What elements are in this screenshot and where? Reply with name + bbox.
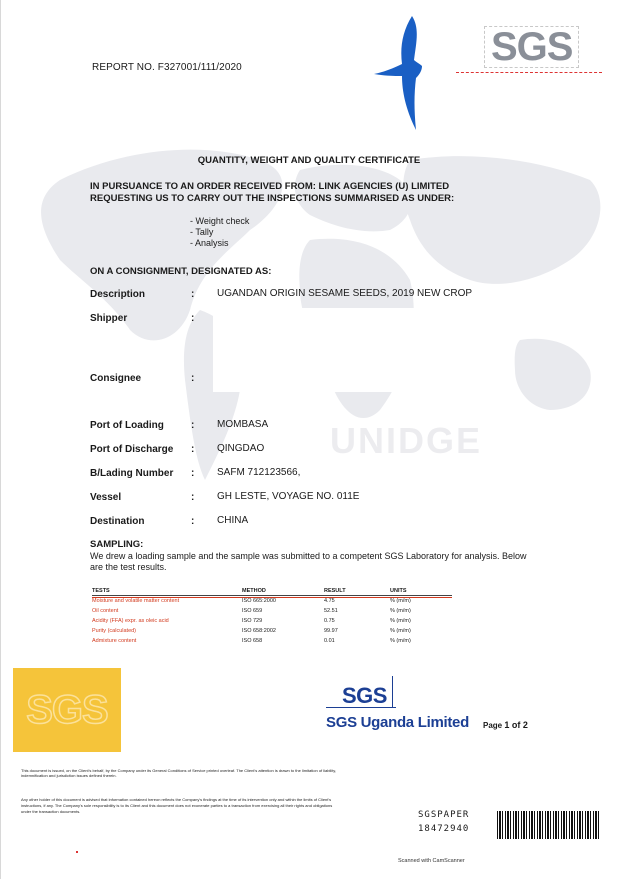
port-of-discharge-colon: : [191, 444, 195, 455]
header-result: RESULT [324, 588, 390, 596]
test-method: ISO 658 [242, 638, 263, 644]
table-row [92, 606, 452, 616]
seal-logo-text: SGS [26, 687, 108, 732]
bird-logo-icon [372, 14, 430, 132]
test-method: ISO 729 [242, 618, 263, 624]
header-method: METHOD [242, 588, 324, 596]
header-tests: TESTS [92, 588, 242, 596]
results-header-row [92, 588, 452, 596]
shipper-colon: : [191, 313, 195, 324]
serial-number: 18472940 [418, 824, 470, 834]
inspection-list [190, 216, 249, 249]
test-method: ISO 659 [242, 608, 263, 614]
disclaimer-holder: Any other holder of this document is advised that information contained hereon reflects the Company's findings at the time of its intervention only and within the limits of Client's instructions, if any. The Company's sole responsibility is to its Client and this document does not exonerate parties to a transaction from exercising all their rights and obligations under the transaction documents. [21, 797, 333, 814]
inspection-item: - Analysis [190, 238, 229, 248]
pursuance-line-2: REQUESTING US TO CARRY OUT THE INSPECTIONS SUMMARISED AS UNDER: [90, 193, 455, 204]
header-units: UNITS [390, 588, 452, 596]
page-current: 1 of 2 [504, 720, 528, 730]
sgs-yellow-seal [13, 668, 121, 752]
description-colon: : [191, 289, 195, 300]
test-name: Oil content [92, 608, 119, 614]
sgs-company-logo: SGS [342, 683, 387, 708]
results-header-rule [92, 597, 452, 598]
bl-number-label: B/Lading Number [90, 468, 174, 479]
test-units: % (m/m) [390, 618, 411, 624]
page-edge [0, 0, 1, 879]
bl-number-value: SAFM 712123566, [217, 467, 301, 478]
sampling-text: We drew a loading sample and the sample was submitted to a competent SGS Laboratory for analysis. Below are the test results. [90, 551, 527, 572]
port-of-loading-label: Port of Loading [90, 420, 164, 431]
test-name: Admixture content [92, 638, 137, 644]
port-of-discharge-value: QINGDAO [217, 443, 265, 454]
certificate-title: QUANTITY, WEIGHT AND QUALITY CERTIFICATE [197, 155, 421, 166]
port-of-loading-colon: : [191, 420, 195, 431]
redacted-block [213, 308, 513, 392]
page-number [483, 720, 528, 730]
inspection-item: - Weight check [190, 216, 250, 226]
test-result: 4.75 [324, 598, 335, 604]
test-name: Purity (calculated) [92, 628, 137, 634]
paper-serial [418, 808, 469, 836]
company-name: SGS Uganda Limited [326, 714, 469, 731]
description-value: UGANDAN ORIGIN SESAME SEEDS, 2019 NEW CROP [217, 288, 473, 299]
consignee-colon: : [191, 373, 195, 384]
sgs-logo-tick [392, 676, 393, 708]
vessel-colon: : [191, 492, 195, 503]
consignment-heading: ON A CONSIGNMENT, DESIGNATED AS: [90, 266, 272, 277]
table-row [92, 636, 452, 646]
port-of-loading-value: MOMBASA [217, 419, 269, 430]
test-units: % (m/m) [390, 638, 411, 644]
ink-mark [76, 851, 78, 853]
test-method: ISO 665:2000 [242, 598, 276, 604]
test-units: % (m/m) [390, 598, 411, 604]
consignee-label: Consignee [90, 373, 142, 384]
paper-code: SGSPAPER [418, 810, 470, 820]
table-row [92, 616, 452, 626]
destination-label: Destination [90, 516, 145, 527]
sampling-heading: SAMPLING: [90, 539, 144, 550]
test-name: Acidity (FFA) expr. as oleic acid [92, 618, 169, 624]
watermark-text: UNIDGE [330, 420, 483, 461]
sgs-header-logo [484, 26, 579, 68]
test-method: ISO 658:2002 [242, 628, 276, 634]
test-result: 52.51 [324, 608, 338, 614]
sgs-header-logo-text: SGS [491, 25, 573, 69]
destination-value: CHINA [217, 515, 249, 526]
pursuance-line-1: IN PURSUANCE TO AN ORDER RECEIVED FROM: LINK AGENCIES (U) LIMITED [90, 181, 450, 192]
logo-rule [456, 72, 602, 73]
inspection-item: - Tally [190, 227, 214, 237]
barcode [497, 811, 601, 839]
description-label: Description [90, 289, 146, 300]
test-name: Moisture and volatile matter content [92, 598, 180, 604]
test-units: % (m/m) [390, 608, 411, 614]
vessel-label: Vessel [90, 492, 122, 503]
table-row [92, 626, 452, 636]
disclaimer-general: This document is issued, on the Client's behalf, by the Company under its General Conditions of Service printed overleaf. The Client's attention is drawn to the limitation of liability, indemnification and jurisdiction issues defined therein. [21, 768, 337, 778]
report-number: REPORT NO. F327001/111/2020 [92, 62, 242, 73]
test-result: 0.01 [324, 638, 335, 644]
port-of-discharge-label: Port of Discharge [90, 444, 174, 455]
page-prefix: Page [483, 721, 505, 730]
test-result: 0.75 [324, 618, 335, 624]
bl-number-colon: : [191, 468, 195, 479]
test-units: % (m/m) [390, 628, 411, 634]
sgs-logo-underline [326, 707, 396, 708]
vessel-value: GH LESTE, VOYAGE NO. 011E [217, 491, 360, 502]
pursuance-statement [90, 181, 454, 205]
destination-colon: : [191, 516, 195, 527]
shipper-label: Shipper [90, 313, 128, 324]
test-result: 99.97 [324, 628, 338, 634]
scanner-note: Scanned with CamScanner [398, 858, 465, 864]
